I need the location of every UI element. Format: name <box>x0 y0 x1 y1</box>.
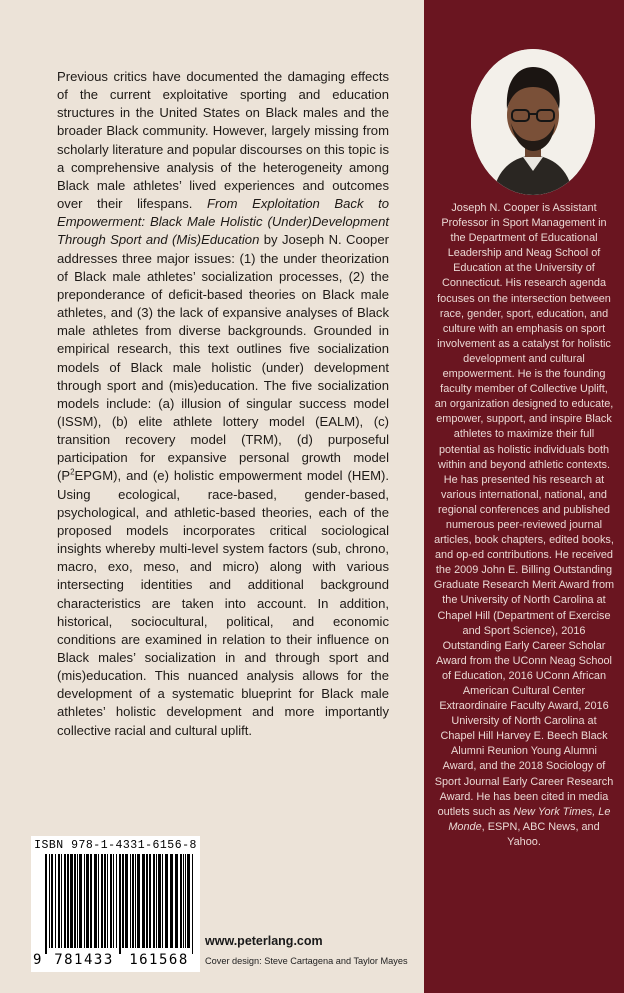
barcode-bar <box>94 854 97 948</box>
barcode-bar <box>185 854 186 948</box>
barcode-bar <box>175 854 178 948</box>
blurb-paragraph-2: by Joseph N. Cooper addresses three major issues: (1) the under theorization of Black male athletes’ socialization processes, (2) the preponderance of deficit-based theories on Black male athletes, and (3) the lack of expansive analyses of Black male athletes from diverse backgrounds. Grounded in empirical research, this text outlines five socialization models of Black male holistic (under) development through sport and (mis)education. The five socialization models include: (a) illusion of singular success model (ISSM), (b) elite athlete lottery model (EALM), (c) transition recovery model (TRM), (d) purposeful participation for expansive personal growth model (P <box>57 232 389 484</box>
barcode-bar <box>86 854 89 948</box>
barcode-bar <box>113 854 114 948</box>
barcode-bar <box>77 854 78 948</box>
isbn-label: ISBN 978-1-4331-6156-8 <box>34 839 197 852</box>
barcode-digit-first: 9 <box>33 952 42 968</box>
barcode-bar <box>125 854 128 948</box>
author-photo <box>471 49 595 195</box>
barcode-bar <box>187 854 190 948</box>
barcode-bar <box>84 854 85 948</box>
barcode-bar <box>64 854 66 948</box>
barcode-bar <box>180 854 182 948</box>
barcode-bar <box>158 854 161 948</box>
barcode-bar <box>122 854 124 948</box>
barcode-bar <box>58 854 60 948</box>
barcode-bar <box>67 854 69 948</box>
barcode-bar <box>165 854 168 948</box>
barcode-bar <box>170 854 173 948</box>
barcode-bar <box>107 854 108 948</box>
barcode-digits-left: 781433 <box>54 952 114 968</box>
barcode-bar <box>153 854 155 948</box>
barcode-bar <box>51 854 53 948</box>
barcode-bars <box>31 854 200 954</box>
publisher-website: www.peterlang.com <box>205 934 323 948</box>
barcode-bar <box>61 854 62 948</box>
barcode-bar <box>79 854 82 948</box>
barcode-digits <box>31 952 200 968</box>
isbn-barcode <box>31 836 200 972</box>
barcode-bar <box>98 854 99 948</box>
barcode-bar <box>192 854 193 954</box>
barcode-bar <box>149 854 151 948</box>
barcode-bar <box>156 854 157 948</box>
barcode-bar <box>49 854 50 948</box>
barcode-bar <box>130 854 131 948</box>
barcode-bar <box>146 854 148 948</box>
barcode-bar <box>137 854 140 948</box>
barcode-bar <box>142 854 145 948</box>
barcode-bar <box>74 854 76 948</box>
superscript-2: 2 <box>70 468 75 478</box>
bio-text: Joseph N. Cooper is Assistant Professor in Sport Management in the Department of Educational Leadership and Neag School of Education at the University of Connecticut. His research agenda focuses on the intersection between race, gender, sport, education, and culture with an emphasis on sport involvement as a catalyst for holistic development and cultural empowerment. He is the founding faculty member of Collective Uplift, an organization designed to educate, empower, support, and inspire Black athletes to maximize their full potential as holistic individuals both within and beyond athletic contexts. He has presented his research at various international, national, and regional conferences and published numerous peer-reviewed journal articles, book chapters, edited books, and op-ed contributions. He received the 2009 John E. Billing Outstanding Graduate Research Merit Award from the University of North Carolina at Chapel Hill (Department of Exercise and Sport Science), 2016 Outstanding Early Career Scholar Award from the UConn Neag School of Education, 2016 UConn African American Cultural Center Extraordinaire Faculty Award, 2016 University of North Carolina at Chapel Hill Harvey E. Beech Black Alumni Reunion Young Alumni Award, and the 2018 Sociology of Sport Journal Early Career Research Award. He has been cited in media outlets such as <box>433 202 615 818</box>
barcode-bar <box>135 854 136 948</box>
barcode-bar <box>101 854 103 948</box>
book-description <box>57 68 389 740</box>
barcode-bar <box>45 854 47 954</box>
blurb-paragraph-3: EPGM), and (e) holistic empowerment model (HEM). Using ecological, race-based, gender-based, psychological, and athletic-based theories, each of the proposed models incorporates critical sociological insights whereby multi-level system factors (sub, chrono, macro, exo, meso, and micro) along with various intersecting identities and additional background characteristics are taken into account. In addition, historical, sociocultural, political, and economic conditions are examined in relation to their influence on Black males’ socialization in and through sport and (mis)education. This nuanced analysis allows for the development of a systematic blueprint for Black male athletes’ holistic development and more importantly collective racial and cultural uplift. <box>57 468 389 738</box>
blurb-paragraph-1: Previous critics have documented the damaging effects of the current exploitative sporting and education structures in the United States on Black males and the broader Black community. However, largely missing from scholarly literature and popular discourses on this topic is a comprehensive analysis of the heterogeneity among Black male athletes’ lived experiences and outcomes over their lifespans. <box>57 69 389 212</box>
barcode-bar <box>132 854 134 948</box>
barcode-bar <box>90 854 92 948</box>
book-title: From Exploitation Back to Empowerment: Black Male Holistic (Under)Development Through Sport and (Mis)Education <box>57 196 389 248</box>
barcode-bar <box>116 854 117 948</box>
barcode-bar <box>119 854 121 954</box>
bio-media-tail: , ESPN, ABC News, and Yahoo. <box>481 820 600 848</box>
barcode-digits-right: 161568 <box>129 952 189 968</box>
barcode-bar <box>183 854 184 948</box>
cover-design-credit: Cover design: Steve Cartagena and Taylor Mayes <box>205 956 408 966</box>
barcode-bar <box>162 854 163 948</box>
barcode-bar <box>104 854 106 948</box>
bio-media-italic: New York Times, Le Monde <box>448 805 611 833</box>
barcode-bar <box>70 854 73 948</box>
author-bio <box>433 201 615 850</box>
barcode-bar <box>110 854 112 948</box>
barcode-bar <box>55 854 56 948</box>
